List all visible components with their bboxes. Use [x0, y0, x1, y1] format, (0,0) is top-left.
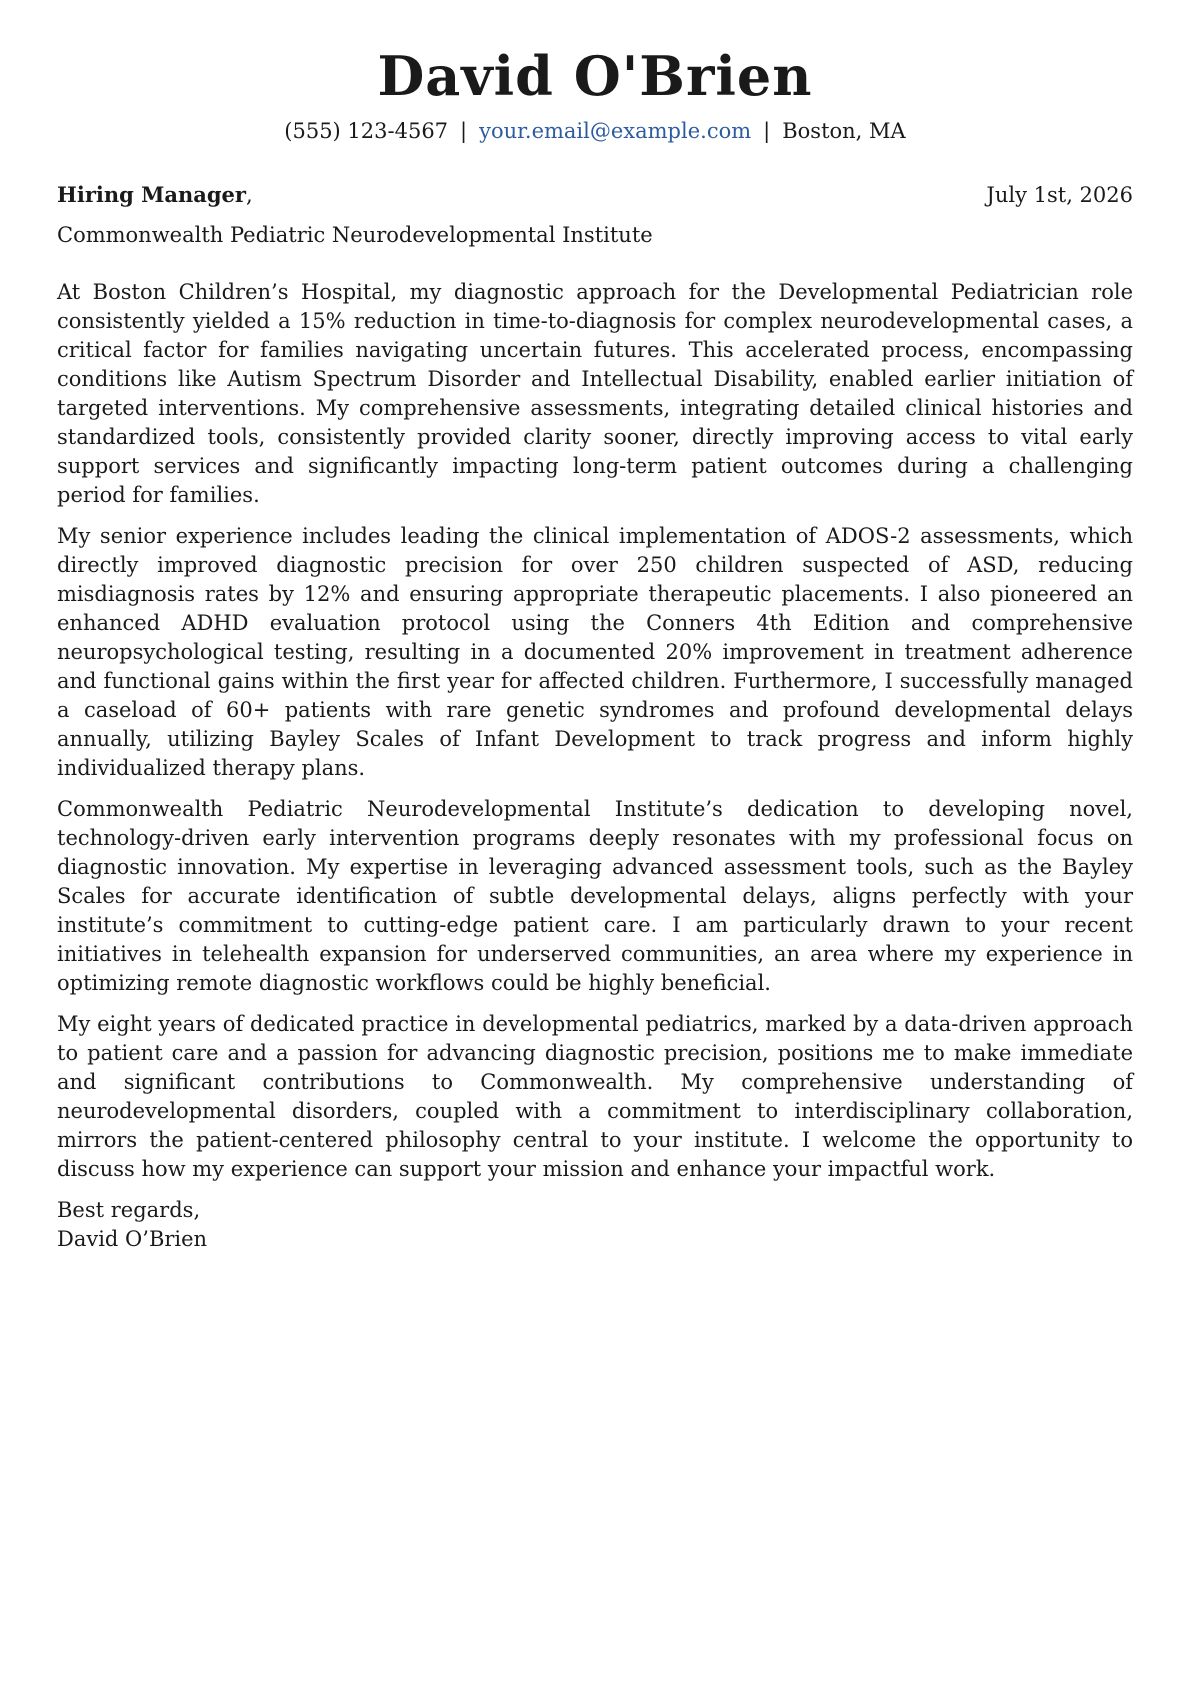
- cover-letter: [57, 40, 1133, 1254]
- body-paragraph: Commonwealth Pediatric Neurodevelopmental Institute’s dedication to developing novel, technology-driven early intervention programs deeply resonates with my professional focus on diagnostic innovation. My expertise in leveraging advanced assessment tools, such as the Bayley Scales for accurate identification of subtle developmental delays, aligns perfectly with your institute’s commitment to cutting-edge patient care. I am particularly drawn to your recent initiatives in telehealth expansion for underserved communities, an area where my experience in optimizing remote diagnostic workflows could be highly beneficial.: [57, 797, 1133, 995]
- letter-body: [57, 278, 1133, 1184]
- contact-line: [57, 116, 1133, 146]
- company-name: Commonwealth Pediatric Neurodevelopmental Institute: [57, 223, 653, 247]
- recipient-name: Hiring Manager: [57, 182, 246, 207]
- letter-date: July 1st, 2026: [986, 183, 1133, 207]
- applicant-name: David O'Brien: [377, 44, 813, 108]
- letter-closing: [57, 1196, 1133, 1254]
- contact-separator: |: [460, 119, 468, 143]
- phone-number: (555) 123-4567: [284, 119, 449, 143]
- contact-separator: |: [763, 119, 771, 143]
- body-paragraph: My eight years of dedicated practice in developmental pediatrics, marked by a data-driven approach to patient care and a passion for advancing diagnostic precision, positions me to make immediate and significant contributions to Commonwealth. My comprehensive understanding of neurodevelopmental disorders, coupled with a commitment to interdisciplinary collaboration, mirrors the patient-centered philosophy central to your institute. I welcome the opportunity to discuss how my experience can support your mission and enhance your impactful work.: [57, 1012, 1133, 1181]
- body-paragraph: My senior experience includes leading the clinical implementation of ADOS-2 assessments, which directly improved diagnostic precision for over 250 children suspected of ASD, reducing misdiagnosis rates by 12% and ensuring appropriate therapeutic placements. I also pioneered an enhanced ADHD evaluation protocol using the Conners 4th Edition and comprehensive neuropsychological testing, resulting in a documented 20% improvement in treatment adherence and functional gains within the first year for affected children. Furthermore, I successfully managed a caseload of 60+ patients with rare genetic syndromes and profound developmental delays annually, utilizing Bayley Scales of Infant Development to track progress and inform highly individualized therapy plans.: [57, 524, 1133, 780]
- closing-salutation: Best regards,: [57, 1198, 201, 1222]
- email-link[interactable]: your.email@example.com: [479, 119, 752, 143]
- salutation-line: [57, 180, 253, 210]
- body-paragraph: At Boston Children’s Hospital, my diagnostic approach for the Developmental Pediatrician role consistently yielded a 15% reduction in time-to-diagnosis for complex neurodevelopmental cases, a critical factor for families navigating uncertain futures. This accelerated process, encompassing conditions like Autism Spectrum Disorder and Intellectual Disability, enabled earlier initiation of targeted interventions. My comprehensive assessments, integrating detailed clinical histories and standardized tools, consistently provided clarity sooner, directly improving access to vital early support services and significantly impacting long-term patient outcomes during a challenging period for families.: [57, 280, 1133, 507]
- location: Boston, MA: [782, 119, 906, 143]
- signature: David O’Brien: [57, 1227, 208, 1251]
- recipient-comma: ,: [245, 183, 253, 207]
- greeting-row: [57, 180, 1133, 210]
